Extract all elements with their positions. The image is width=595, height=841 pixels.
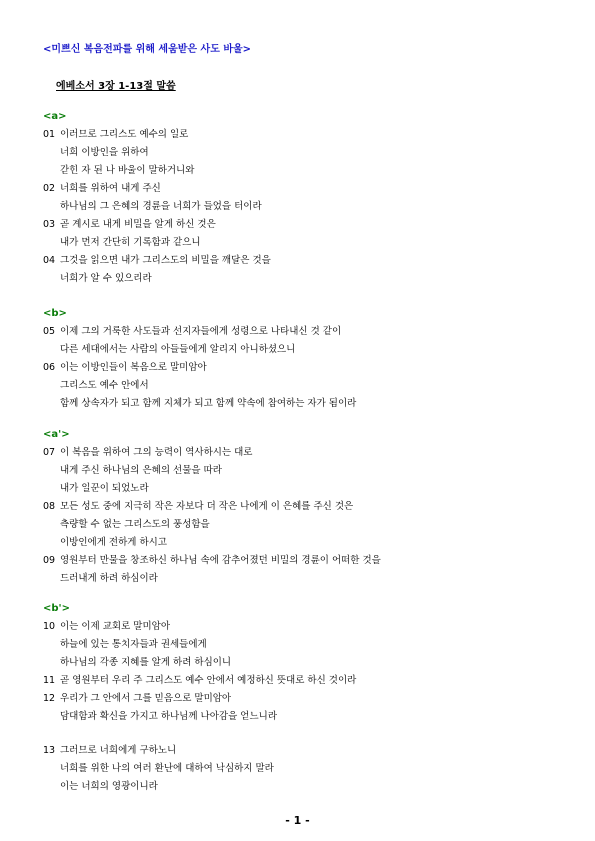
verse-line [43, 395, 575, 413]
verse-line [43, 462, 575, 480]
section-closing [43, 742, 575, 796]
verse-text: 너희를 위하여 내게 주신 [60, 183, 161, 194]
verse-line [43, 323, 575, 341]
verse-text: 드러내게 하려 하심이라 [60, 573, 158, 584]
verse-line [43, 498, 575, 516]
verse-line [43, 636, 575, 654]
verse-line [43, 252, 575, 270]
verse-text: 그리스도 예수 안에서 [60, 380, 149, 391]
passage-reference: 에베소서 3장 1-13절 말씀 [56, 81, 176, 92]
verse-number: 12 [43, 693, 56, 704]
page-number: - 1 - [285, 814, 310, 827]
verse-line [43, 341, 575, 359]
verse-line [43, 570, 575, 588]
section-a [43, 108, 575, 288]
verse-number: 13 [43, 745, 56, 756]
verse-text: 내가 일꾼이 되었노라 [60, 483, 149, 494]
document-title: <미쁘신 복음전파를 위해 세움받은 사도 바울> [43, 44, 252, 55]
verse-number: 06 [43, 362, 56, 373]
verse-number: 07 [43, 447, 56, 458]
verse-line [43, 552, 575, 570]
verse-line [43, 672, 575, 690]
section-label: <b'> [43, 603, 70, 614]
verse-line [43, 270, 575, 288]
verse-text: 너희를 위한 나의 여러 환난에 대하여 낙심하지 말라 [60, 763, 274, 774]
verse-text: 그것을 읽으면 내가 그리스도의 비밀을 깨달은 것을 [60, 255, 271, 266]
verse-text: 갇힌 자 된 나 바울이 말하거니와 [60, 165, 195, 176]
verse-text: 하늘에 있는 통치자들과 권세들에게 [60, 639, 207, 650]
verse-text: 다른 세대에서는 사람의 아들들에게 알리지 아니하셨으니 [60, 344, 296, 355]
verse-number: 11 [43, 675, 56, 686]
verse-line [43, 162, 575, 180]
verse-text: 이는 너희의 영광이니라 [60, 781, 158, 792]
verse-text: 곧 영원부터 우리 주 그리스도 예수 안에서 예정하신 뜻대로 하신 것이라 [60, 675, 357, 686]
verse-text: 영원부터 만물을 창조하신 하나님 속에 감추어졌던 비밀의 경륜이 어떠한 것을 [60, 555, 381, 566]
verse-line [43, 654, 575, 672]
section-a-prime [43, 426, 575, 588]
verse-line [43, 144, 575, 162]
verse-text: 이방인에게 전하게 하시고 [60, 537, 167, 548]
verse-text: 하나님의 그 은혜의 경륜을 너희가 들었을 터이라 [60, 201, 262, 212]
verse-line [43, 444, 575, 462]
verse-number: 04 [43, 255, 56, 266]
verse-number: 09 [43, 555, 56, 566]
verse-text: 하나님의 각종 지혜를 알게 하려 하심이니 [60, 657, 232, 668]
verse-text: 측량할 수 없는 그리스도의 풍성함을 [60, 519, 210, 530]
verse-number: 03 [43, 219, 56, 230]
verse-line [43, 760, 575, 778]
verse-text: 너희가 알 수 있으리라 [60, 273, 152, 284]
verse-line [43, 534, 575, 552]
verse-text: 모든 성도 중에 지극히 작은 자보다 더 작은 나에게 이 은혜를 주신 것은 [60, 501, 354, 512]
section-b [43, 305, 575, 413]
verse-number: 10 [43, 621, 56, 632]
section-b-prime [43, 600, 575, 744]
verse-text: 이러므로 그리스도 예수의 일로 [60, 129, 189, 140]
verse-text: 너희 이방인을 위하여 [60, 147, 149, 158]
verse-line [43, 234, 575, 252]
verse-line [43, 516, 575, 534]
verse-text: 담대함과 확신을 가지고 하나님께 나아감을 얻느니라 [60, 711, 277, 722]
verse-line [43, 180, 575, 198]
section-label: <a'> [43, 429, 70, 440]
verse-line [43, 359, 575, 377]
verse-number: 05 [43, 326, 56, 337]
verse-line [43, 778, 575, 796]
verse-text: 함께 상속자가 되고 함께 지체가 되고 함께 약속에 참여하는 자가 됨이라 [60, 398, 357, 409]
section-label: <b> [43, 308, 67, 319]
verse-line [43, 690, 575, 708]
verse-line [43, 198, 575, 216]
verse-text: 그러므로 너희에게 구하노니 [60, 745, 177, 756]
verse-text: 곧 계시로 내게 비밀을 알게 하신 것은 [60, 219, 216, 230]
verse-line [43, 126, 575, 144]
verse-number: 02 [43, 183, 56, 194]
verse-text: 이 복음을 위하여 그의 능력이 역사하시는 대로 [60, 447, 253, 458]
verse-line [43, 216, 575, 234]
verse-number: 01 [43, 129, 56, 140]
verse-line [43, 708, 575, 726]
verse-line [43, 377, 575, 395]
verse-text: 이는 이제 교회로 말미암아 [60, 621, 171, 632]
verse-line [43, 618, 575, 636]
verse-line [43, 742, 575, 760]
verse-text: 내게 주신 하나님의 은혜의 선물을 따라 [60, 465, 222, 476]
verse-line [43, 480, 575, 498]
verse-text: 우리가 그 안에서 그를 믿음으로 말미암아 [60, 693, 232, 704]
section-label: <a> [43, 111, 67, 122]
verse-number: 08 [43, 501, 56, 512]
verse-text: 이제 그의 거룩한 사도들과 선지자들에게 성령으로 나타내신 것 같이 [60, 326, 342, 337]
verse-text: 이는 이방인들이 복음으로 말미암아 [60, 362, 207, 373]
verse-text: 내가 먼저 간단히 기록함과 같으니 [60, 237, 201, 248]
